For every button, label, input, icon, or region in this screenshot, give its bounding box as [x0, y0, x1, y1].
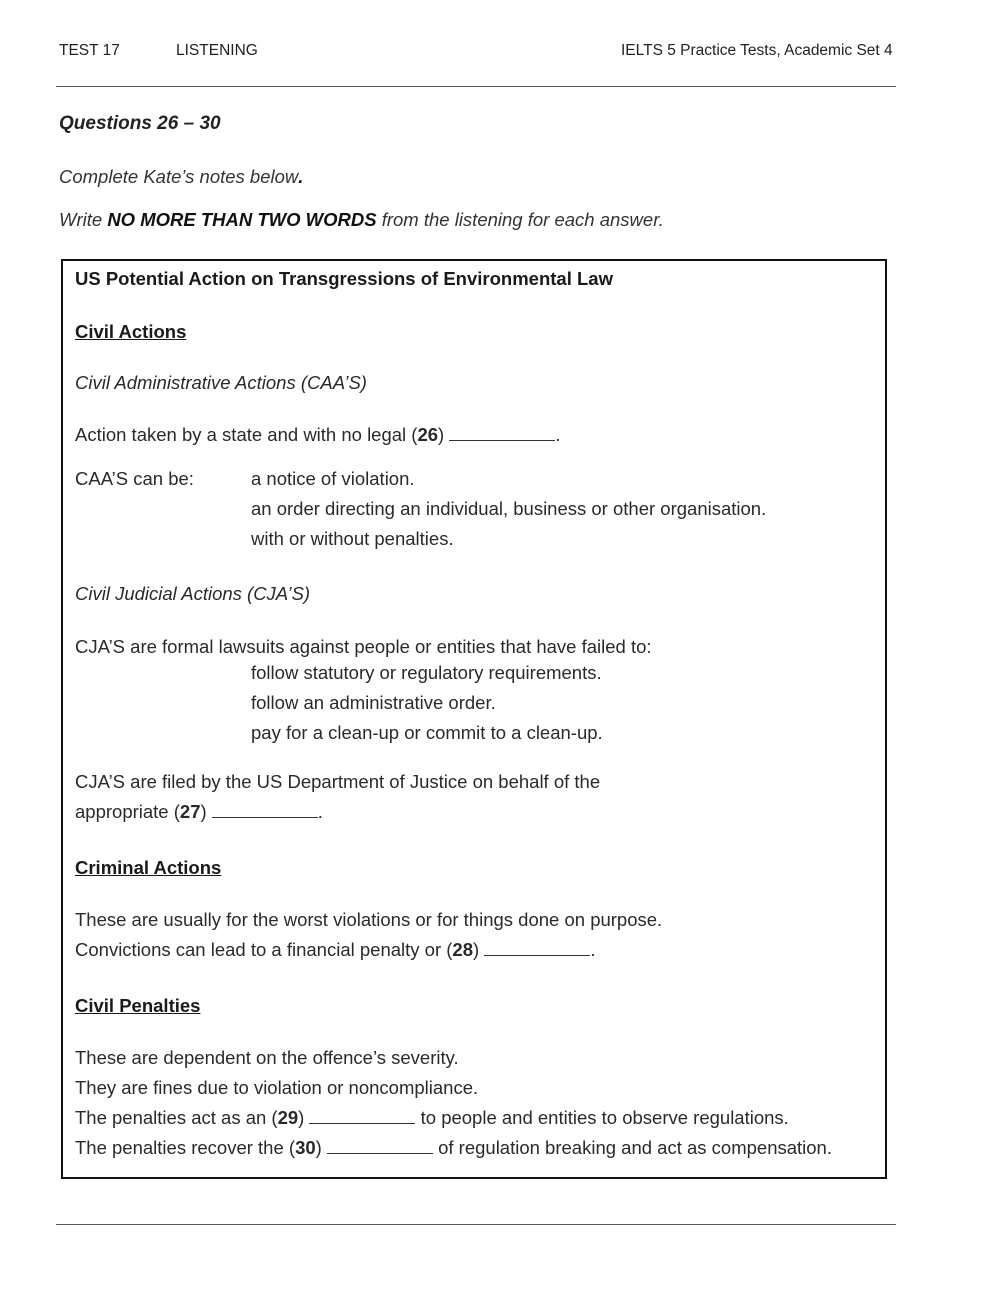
- answer-blank-28[interactable]: [484, 939, 590, 956]
- answer-blank-30[interactable]: [327, 1137, 433, 1154]
- caa-item: a notice of violation.: [251, 468, 415, 489]
- note-line-q27: appropriate (27) .: [75, 801, 323, 822]
- header-divider: [56, 86, 896, 87]
- heading-civil-actions: Civil Actions: [75, 321, 187, 342]
- caa-label: CAA’S can be:: [75, 468, 194, 489]
- caa-item: with or without penalties.: [251, 528, 454, 549]
- question-number-26: 26: [417, 424, 439, 445]
- cja-intro: CJA’S are formal lawsuits against people or entities that have failed to:: [75, 636, 652, 657]
- question-number-30: 30: [295, 1137, 316, 1158]
- note-line-q28: Convictions can lead to a financial penalty or (28) .: [75, 939, 596, 960]
- instruction-word-limit: Write NO MORE THAN TWO WORDS from the listening for each answer.: [59, 209, 664, 230]
- header-test-number: TEST 17: [59, 42, 120, 59]
- note-line-q30: The penalties recover the (30) of regulation breaking and act as compensation.: [75, 1137, 832, 1158]
- penalties-line: These are dependent on the offence’s severity.: [75, 1047, 459, 1068]
- instruction-complete: Complete Kate’s notes below.: [59, 166, 304, 187]
- answer-blank-26[interactable]: [449, 424, 555, 441]
- cja-item: pay for a clean-up or commit to a clean-up.: [251, 722, 603, 743]
- heading-civil-penalties: Civil Penalties: [75, 995, 201, 1016]
- caa-item: an order directing an individual, business or other organisation.: [251, 498, 767, 519]
- heading-civil-administrative-actions: Civil Administrative Actions (CAA’S): [75, 372, 367, 393]
- notes-title: US Potential Action on Transgressions of Environmental Law: [75, 268, 613, 289]
- header-book-title: IELTS 5 Practice Tests, Academic Set 4: [621, 42, 893, 59]
- questions-title: Questions 26 – 30: [59, 113, 221, 134]
- notes-box: [61, 259, 887, 1179]
- note-line-q26: Action taken by a state and with no legal (26) .: [75, 424, 561, 445]
- cja-item: follow statutory or regulatory requirements.: [251, 662, 602, 683]
- question-number-29: 29: [277, 1107, 299, 1128]
- footer-divider: [56, 1224, 896, 1225]
- heading-criminal-actions: Criminal Actions: [75, 857, 222, 878]
- header-section: LISTENING: [176, 42, 258, 59]
- note-line-q29: The penalties act as an (29) to people and entities to observe regulations.: [75, 1107, 789, 1128]
- cja-filed-line: CJA’S are filed by the US Department of Justice on behalf of the: [75, 771, 601, 792]
- question-number-27: 27: [179, 801, 201, 822]
- penalties-line: They are fines due to violation or noncompliance.: [75, 1077, 479, 1098]
- heading-civil-judicial-actions: Civil Judicial Actions (CJA’S): [75, 583, 311, 604]
- question-number-28: 28: [452, 939, 473, 960]
- answer-blank-27[interactable]: [212, 801, 318, 818]
- cja-item: follow an administrative order.: [251, 692, 496, 713]
- criminal-line: These are usually for the worst violations or for things done on purpose.: [75, 909, 663, 930]
- answer-blank-29[interactable]: [309, 1107, 415, 1124]
